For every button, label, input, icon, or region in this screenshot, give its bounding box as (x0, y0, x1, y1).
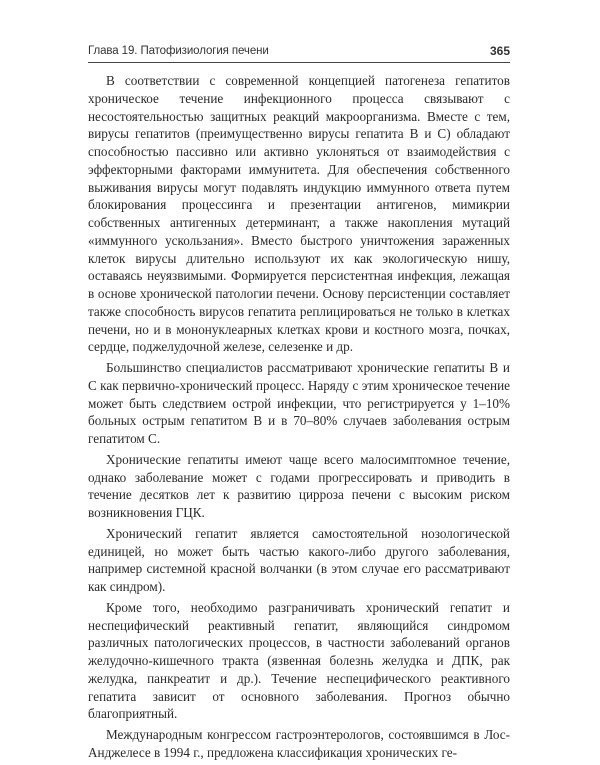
body-text (88, 72, 510, 765)
running-header (88, 44, 510, 64)
paragraph-2: Большинство специалистов рассматривают хронические гепатиты В и С как первично-хронический процесс. Наряду с этим хроническое течение может быть следствием острой инфекции, что регистрируется у 1–10% больных острым гепатитом В и в 70–80% случаев заболевания острым гепатитом С. (88, 360, 510, 446)
chapter-title: Глава 19. Патофизиология печени (88, 45, 269, 57)
paragraph-5: Кроме того, необходимо разграничивать хронический гепатит и неспецифический реактивный гепатит, являющийся синдромом различных патологических процессов, в частности заболеваний органов желудочно-кишечного тракта (язвенная болезнь желудка и ДПК, рак желудка, панкреатит и др.). Течение неспецифического реактивного гепатита зависит от основного заболевания. Прогноз обычно благоприятный. (88, 599, 510, 722)
paragraph-3: Хронические гепатиты имеют чаще всего малосимптомное течение, однако заболевание может с годами прогрессировать и приводить в течение десятков лет к развитию цирроза печени с высоким риском возникновения ГЦК. (88, 451, 510, 520)
paragraph-6: Международным конгрессом гастроэнтерологов, состоявшимся в Лос-Анджелесе в 1994 г., предложена классификация хронических ге- (88, 727, 510, 760)
page-number: 365 (489, 44, 510, 58)
header-rule (88, 62, 510, 63)
paragraph-4: Хронический гепатит является самостоятельной нозологической единицей, но может быть частью какого-либо другого заболевания, например системной красной волчанки (в этом случае его рассматривают как синдром). (88, 525, 510, 594)
paragraph-1: В соответствии с современной концепцией патогенеза гепатитов хроническое течение инфекционного процесса связывают с несостоятельностью защитных реакций макроорганизма. Вместе с тем, вирусы гепатитов (преимущественно вирусы гепатита В и С) обладают способностью пассивно или активно уклоняться от взаимодействия с эффекторными факторами иммунитета. Для обеспечения собственного выживания вирусы могут подавлять индукцию иммунного ответа путем блокирования процессинга и презентации антигенов, мимикрии собственных антигенных детерминант, а также накопления мутаций «иммунного ускользания». Вместо быстрого уничтожения зараженных клеток вирусы длительно используют их как экологическую нишу, оставаясь неуязвимыми. Формируется персистентная инфекция, лежащая в основе хронической патологии печени. Основу персистенции составляет также способность вирусов гепатита реплицироваться не только в клетках печени, но и в мононуклеарных клетках крови и костного мозга, почках, сердце, поджелудочной железе, селезенке и др. (88, 73, 510, 355)
